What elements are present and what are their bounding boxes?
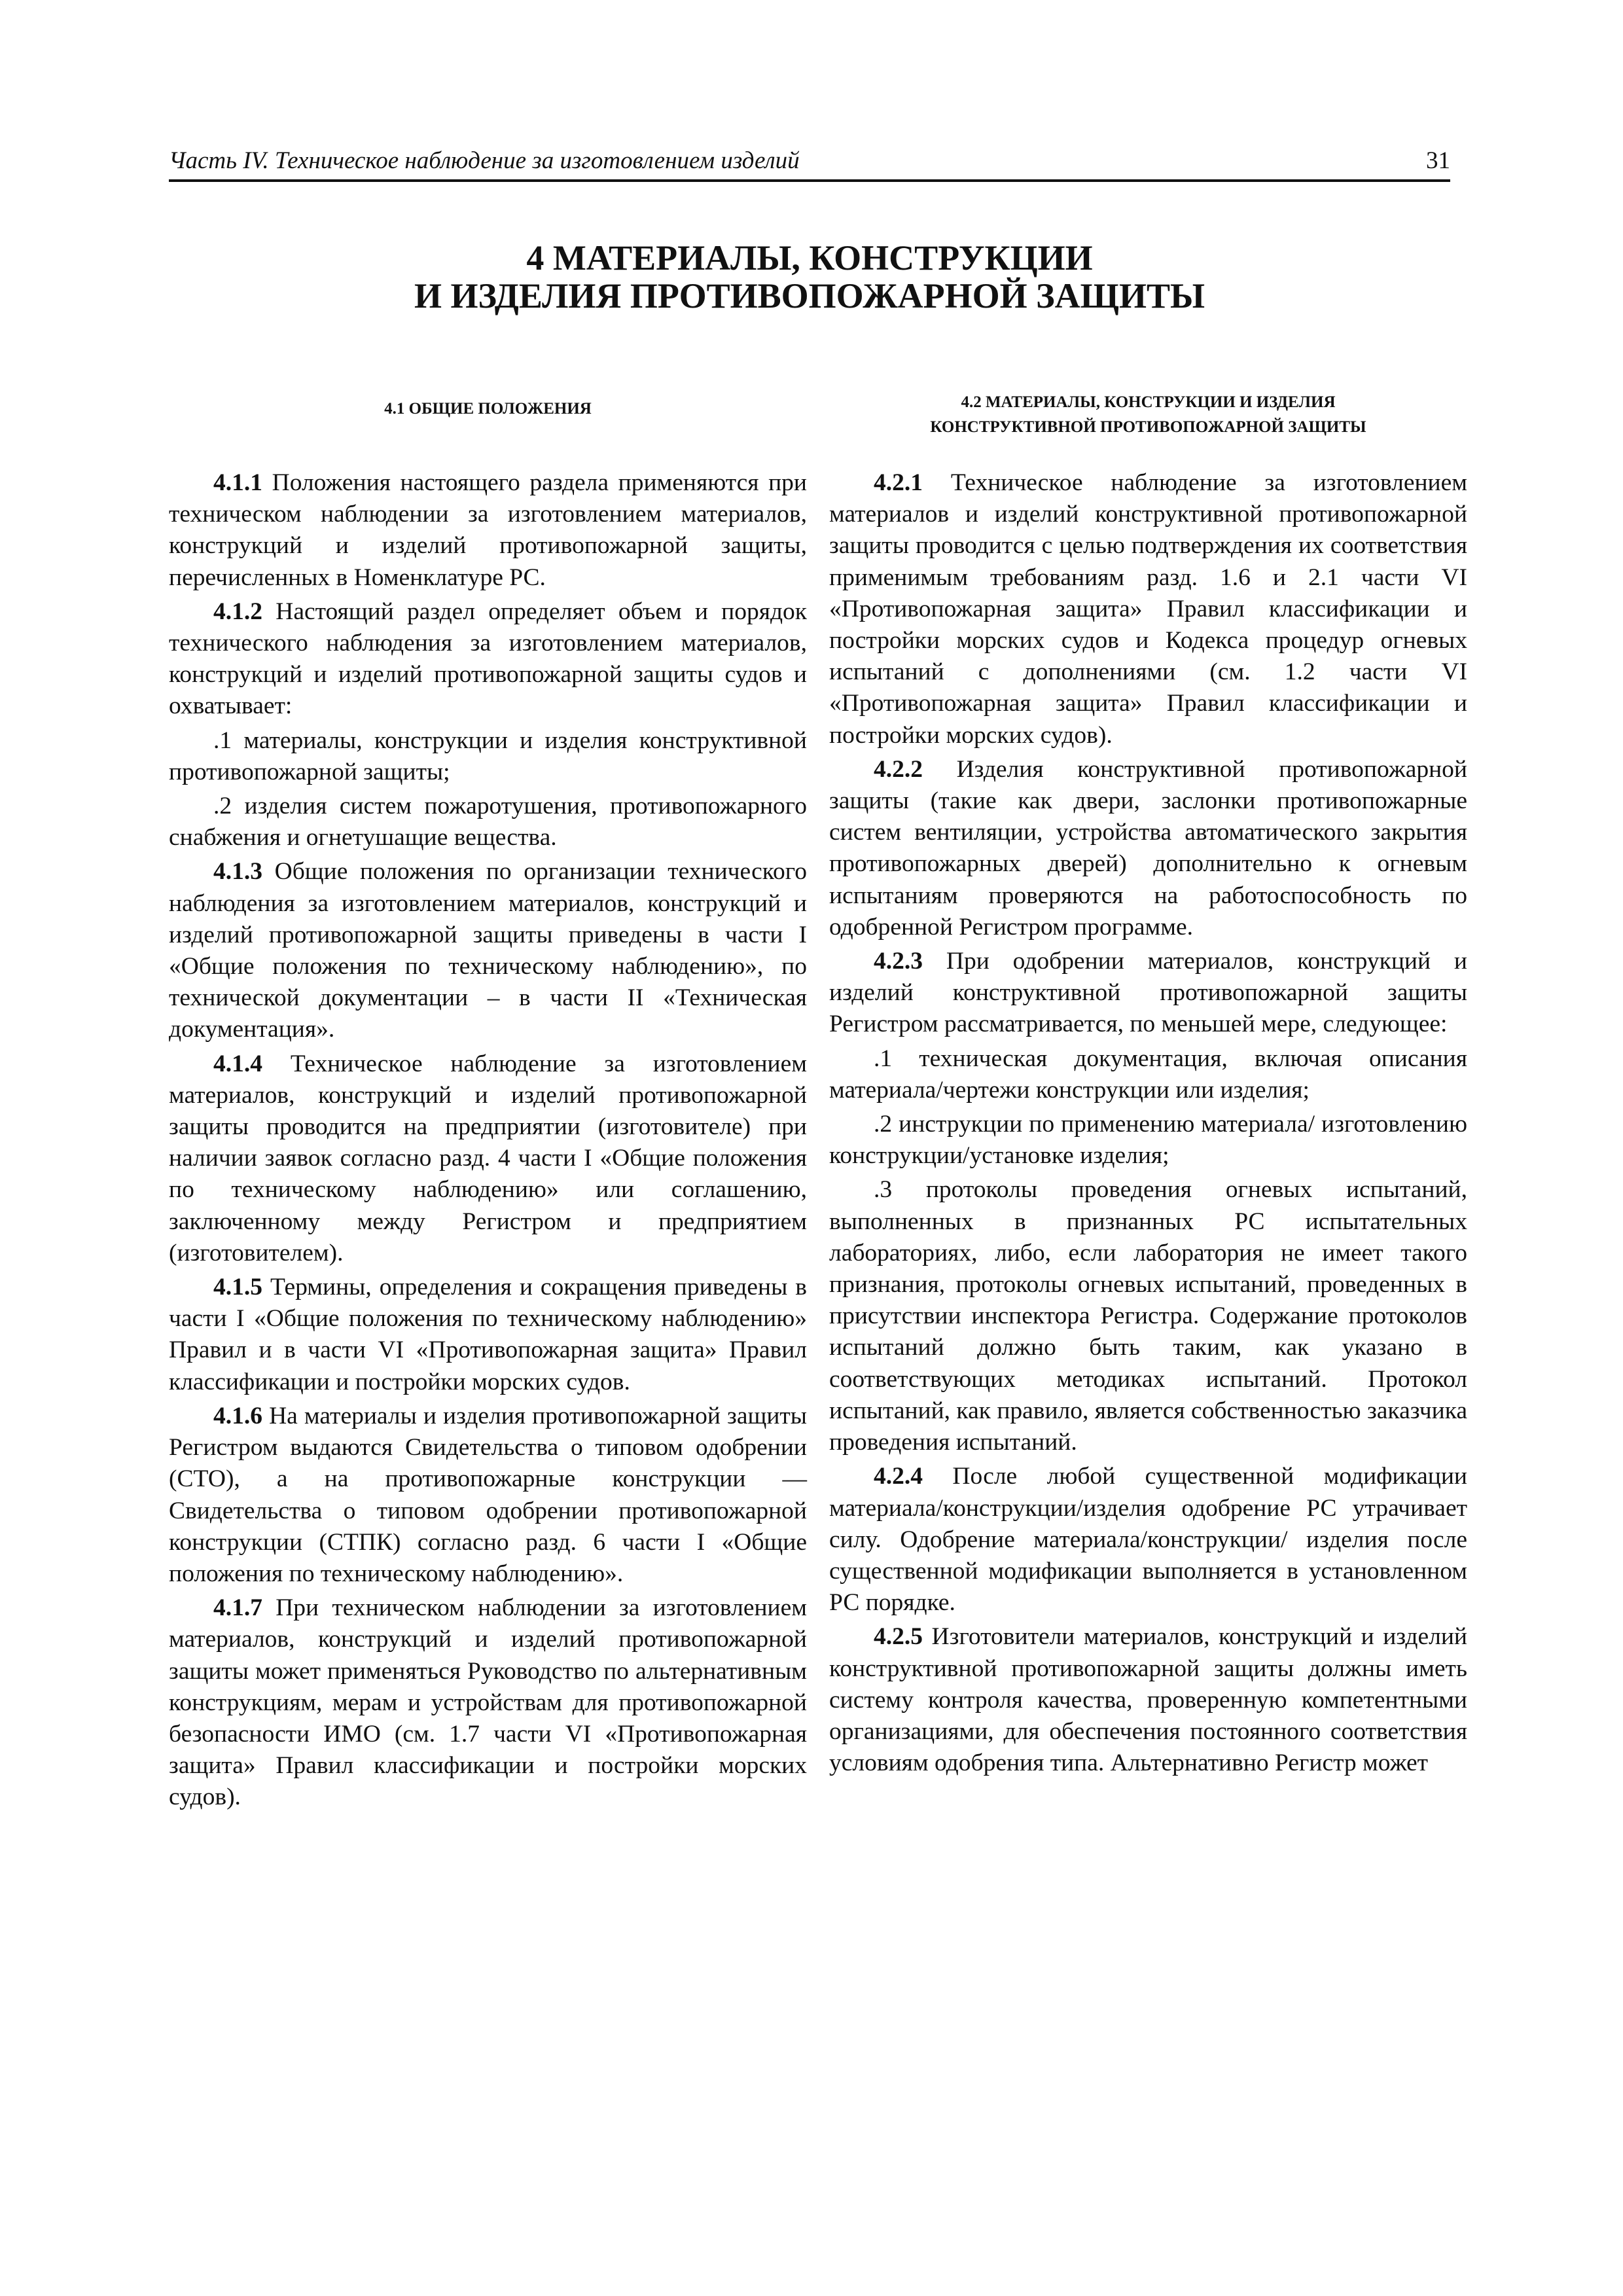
section-heading-line1: 4.2 МАТЕРИАЛЫ, КОНСТРУКЦИИ И ИЗДЕЛИЯ xyxy=(961,393,1336,411)
paragraph xyxy=(169,1272,807,1398)
paragraph xyxy=(169,725,807,788)
paragraph xyxy=(829,1109,1467,1172)
page-number: 31 xyxy=(1426,147,1450,174)
section-heading-4-2 xyxy=(829,390,1467,467)
clause-text: Техническое наблюдение за изготовлением материалов и изделий конструктивной противопожарной защиты проводится с целью подтверждения их соответствия применимым требованиям разд. 1.6 и 2.1 части VI «Противопожарная защита» Правил классификации и постройки морских судов и Кодекса процедур огневых испытаний с дополнениями (см. 1.2 части VI «Противопожарная защита» Правил классификации и постройки морских судов). xyxy=(829,469,1467,749)
chapter-title-line2: И ИЗДЕЛИЯ ПРОТИВОПОЖАРНОЙ ЗАЩИТЫ xyxy=(414,276,1205,315)
right-column xyxy=(829,390,1467,1782)
clause-number: 4.2.2 xyxy=(874,755,923,783)
paragraph xyxy=(169,1049,807,1269)
clause-text: Изделия конструктивной противопожарной защиты (такие как двери, заслонки противопожарные систем вентиляции, устройства автоматического закрытия противопожарных дверей) дополнительно к огневым испытаниям проверяются на работоспособность по одобренной Регистром программе. xyxy=(829,755,1467,941)
clause-number: 4.2.4 xyxy=(874,1463,923,1490)
clause-text: Общие положения по организации технического наблюдения за изготовлением материалов, конструкций и изделий противопожарной защиты приведены в части I «Общие положения по техническому наблюдению», по технической документации – в части II «Техническая документация». xyxy=(169,858,807,1043)
clause-number: 4.1.6 xyxy=(213,1402,262,1429)
clause-text: .2 изделия систем пожаротушения, противопожарного снабжения и огнетушащие вещества. xyxy=(169,793,807,852)
paragraph xyxy=(169,791,807,853)
clause-number: 4.2.5 xyxy=(874,1623,923,1651)
section-heading-line2: КОНСТРУКТИВНОЙ ПРОТИВОПОЖАРНОЙ ЗАЩИТЫ xyxy=(930,418,1366,436)
paragraph xyxy=(169,1592,807,1813)
paragraph xyxy=(169,596,807,723)
paragraph xyxy=(169,856,807,1045)
clause-text: .2 инструкции по применению материала/ изготовлению конструкции/установке изделия; xyxy=(829,1111,1467,1170)
clause-text: .3 протоколы проведения огневых испытаний, выполненных в признанных РС испытательных лабораториях, либо, если лаборатория не имеет такого признания, протоколы огневых испытаний, проведенных в присутствии инспектора Регистра. Содержание протоколов испытаний должно быть таким, как указано в соответствующих методиках испытаний. Протокол испытаний, как правило, является собственностью заказчика проведения испытаний. xyxy=(829,1176,1467,1456)
clause-number: 4.1.3 xyxy=(213,858,262,886)
running-title: Часть IV. Техническое наблюдение за изготовлением изделий xyxy=(169,147,800,174)
section-heading-4-1: 4.1 ОБЩИЕ ПОЛОЖЕНИЯ xyxy=(384,400,592,418)
paragraph xyxy=(829,1461,1467,1619)
clause-text: Настоящий раздел определяет объем и порядок технического наблюдения за изготовлением материалов, конструкций и изделий противопожарной защиты судов и охватывает: xyxy=(169,598,807,720)
clause-number: 4.1.7 xyxy=(213,1594,262,1622)
clause-text: .1 техническая документация, включая описания материала/чертежи конструкции или изделия; xyxy=(829,1045,1467,1103)
chapter-title-line1: 4 МАТЕРИАЛЫ, КОНСТРУКЦИИ xyxy=(526,238,1093,278)
clause-text: После любой существенной модификации материала/конструкции/изделия одобрение РС утрачивает силу. Одобрение материала/конструкции/ изделия после существенной модификации выполняется в установленном РС порядке. xyxy=(829,1463,1467,1617)
clause-text: При техническом наблюдении за изготовлением материалов, конструкций и изделий противопожарной защиты может применяться Руководство по альтернативным конструкциям, мерам и устройствам для противопожарной безопасности ИМО (см. 1.7 части VI «Противопожарная защита» Правил классификации и постройки морских судов). xyxy=(169,1594,807,1811)
clause-number: 4.1.5 xyxy=(213,1274,262,1301)
paragraph xyxy=(169,467,807,594)
paragraph xyxy=(169,1401,807,1590)
clause-number: 4.2.3 xyxy=(874,948,923,975)
clause-text: На материалы и изделия противопожарной защиты Регистром выдаются Свидетельства о типовом одобрении (СТО), а на противопожарные конструкции — Свидетельства о типовом одобрении противопожарной конструкции (СТПК) согласно разд. 6 части I «Общие положения по техническому наблюдению». xyxy=(169,1402,807,1587)
clause-text: При одобрении материалов, конструкций и изделий конструктивной противопожарной защиты Регистром рассматривается, по меньшей мере, следующее: xyxy=(829,948,1467,1038)
paragraph xyxy=(829,1043,1467,1106)
clause-number: 4.2.1 xyxy=(874,469,923,496)
clause-text: .1 материалы, конструкции и изделия конструктивной противопожарной защиты; xyxy=(169,726,807,785)
left-column xyxy=(169,390,807,1816)
paragraph xyxy=(829,1621,1467,1779)
clause-text: Термины, определения и сокращения приведены в части I «Общие положения по техническому наблюдению» Правил и в части VI «Противопожарная защита» Правил классификации и постройки морских судов. xyxy=(169,1274,807,1395)
chapter-title xyxy=(169,239,1450,315)
clause-text: Изготовители материалов, конструкций и изделий конструктивной противопожарной защиты должны иметь систему контроля качества, проверенную компетентными организациями, для обеспечения постоянного соответствия условиям одобрения типа. Альтернативно Регистр может xyxy=(829,1623,1467,1777)
clause-number: 4.1.4 xyxy=(213,1050,262,1077)
clause-number: 4.1.1 xyxy=(213,469,262,496)
paragraph xyxy=(829,754,1467,943)
page-header xyxy=(169,145,1450,182)
paragraph xyxy=(829,946,1467,1041)
paragraph xyxy=(829,467,1467,751)
clause-text: Положения настоящего раздела применяются при техническом наблюдении за изготовлением материалов, конструкций и изделий противопожарной защиты, перечисленных в Номенклатуре РС. xyxy=(169,469,807,591)
clause-number: 4.1.2 xyxy=(213,598,262,625)
paragraph xyxy=(829,1174,1467,1458)
clause-text: Техническое наблюдение за изготовлением материалов, конструкций и изделий противопожарной защиты проводится на предприятии (изготовителе) при наличии заявок согласно разд. 4 части I «Общие положения по техническому наблюдению» или соглашению, заключенному между Регистром и предприятием (изготовителем). xyxy=(169,1050,807,1266)
